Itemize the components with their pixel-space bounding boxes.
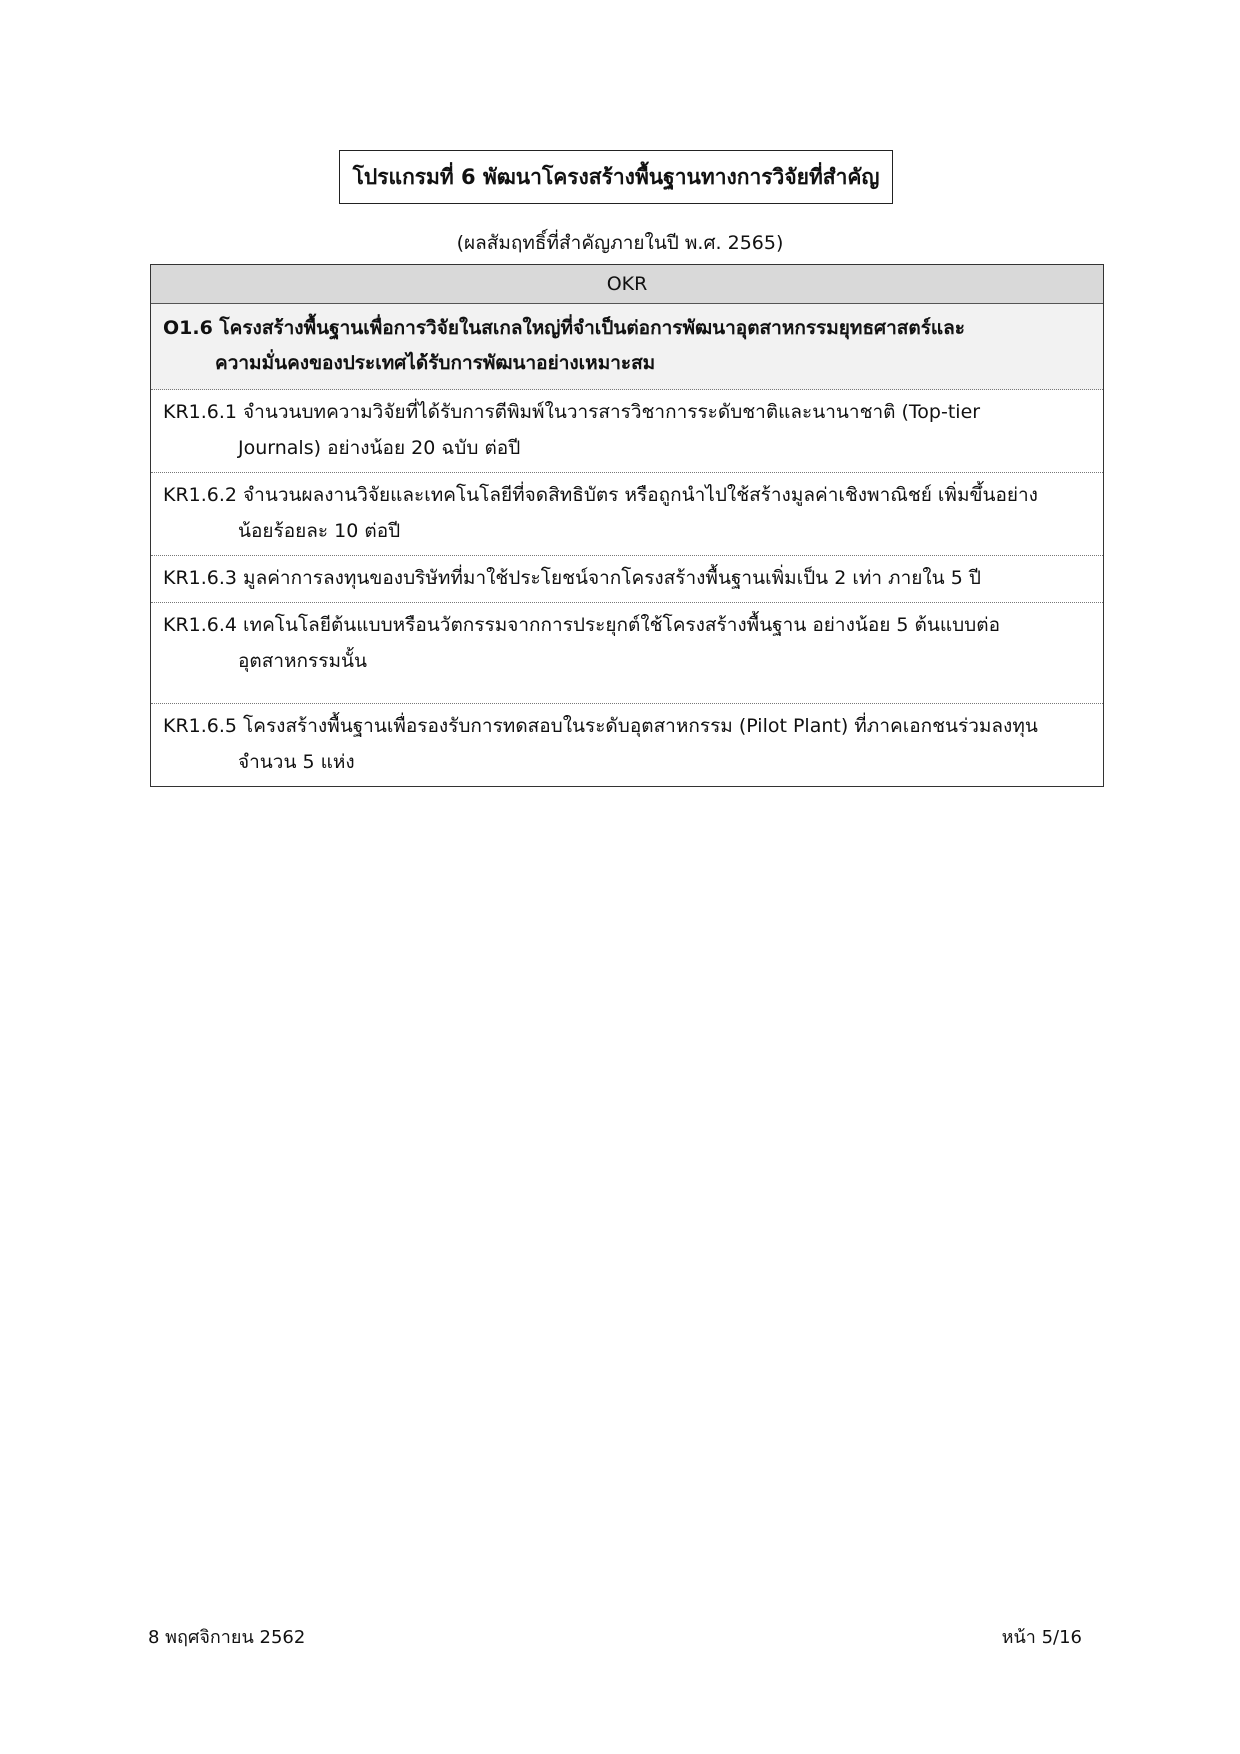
key-result-line-2: จำนวน 5 แห่ง [238,751,355,773]
document-subtitle: (ผลสัมฤทธิ์ที่สำคัญภายในปี พ.ศ. 2565) [456,232,784,254]
okr-table [150,264,1104,787]
key-result-line-2: น้อยร้อยละ 10 ต่อปี [238,520,401,542]
objective-text-line-2: ความมั่นคงของประเทศได้รับการพัฒนาอย่างเหมาะสม [215,352,656,374]
key-result-line-1: KR1.6.2 จำนวนผลงานวิจัยและเทคโนโลยีที่จดสิทธิบัตร หรือถูกนำไปใช้สร้างมูลค่าเชิงพาณิชย์ เพิ่มขึ้นอย่าง [163,484,1038,506]
key-result-row [151,603,1103,704]
key-result-row [151,473,1103,556]
key-result-line-2: Journals) อย่างน้อย 20 ฉบับ ต่อปี [238,437,521,459]
key-result-line-1: KR1.6.5 โครงสร้างพื้นฐานเพื่อรองรับการทดสอบในระดับอุตสาหกรรม (Pilot Plant) ที่ภาคเอกชนร่วมลงทุน [163,715,1038,737]
program-title: โปรแกรมที่ 6 พัฒนาโครงสร้างพื้นฐานทางการวิจัยที่สำคัญ [339,150,893,204]
okr-table-header: OKR [151,265,1103,304]
key-result-line-2: อุตสาหกรรมนั้น [238,650,367,672]
key-result-line-1: KR1.6.3 มูลค่าการลงทุนของบริษัทที่มาใช้ประโยชน์จากโครงสร้างพื้นฐานเพิ่มเป็น 2 เท่า ภายใน 5 ปี [163,567,981,589]
key-result-line-1: KR1.6.1 จำนวนบทความวิจัยที่ได้รับการตีพิมพ์ในวารสารวิชาการระดับชาติและนานาชาติ (Top-tier [163,401,981,423]
key-result-row [151,556,1103,603]
footer-date: 8 พฤศจิกายน 2562 [148,1627,306,1648]
row-spacer [163,679,1095,697]
footer-page-number: หน้า 5/16 [1001,1627,1082,1648]
key-result-line-1: KR1.6.4 เทคโนโลยีต้นแบบหรือนวัตกรรมจากการประยุกต์ใช้โครงสร้างพื้นฐาน อย่างน้อย 5 ต้นแบบต่อ [163,614,1000,636]
objective-text-line-1: O1.6 โครงสร้างพื้นฐานเพื่อการวิจัยในสเกลใหญ่ที่จำเป็นต่อการพัฒนาอุตสาหกรรมยุทธศาสตร์และ [163,317,965,339]
key-result-row [151,390,1103,473]
objective-row [151,304,1103,390]
key-result-row [151,704,1103,786]
